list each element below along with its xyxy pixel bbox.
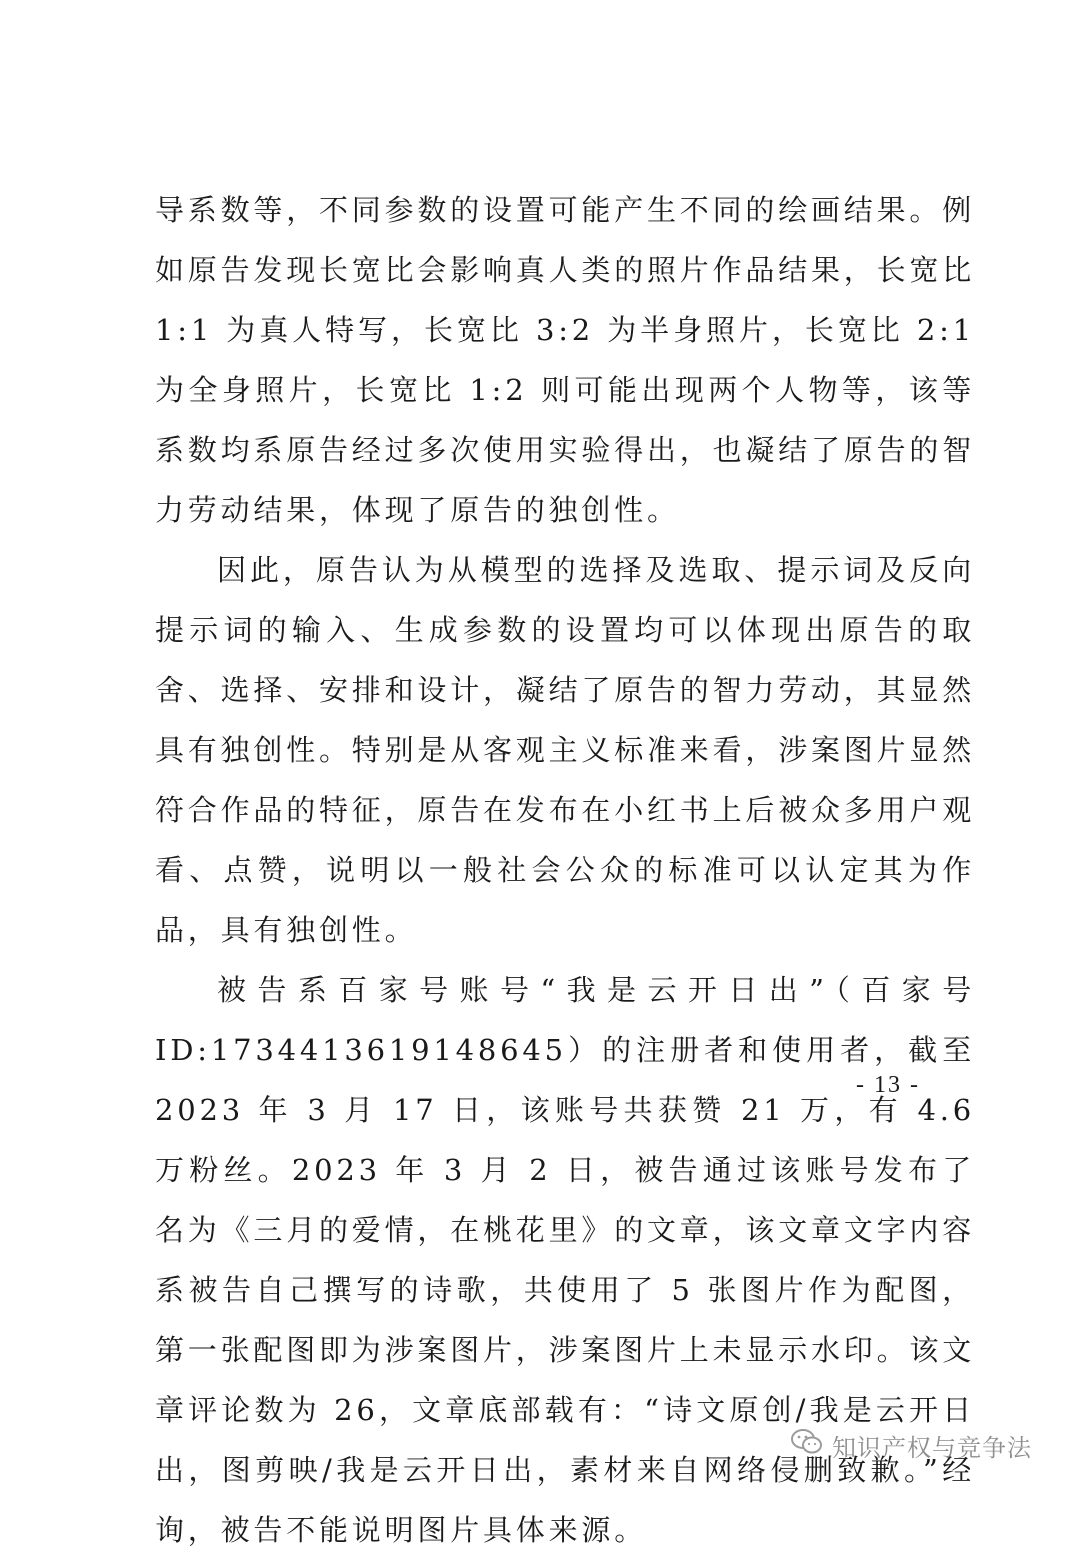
wechat-icon <box>790 1427 824 1463</box>
paragraph-defendant-account: 被告系百家号账号“我是云开日出”（百家号ID:1734413619148645）的注册者和使用者，截至 2023 年 3 月 17 日，该账号共获赞 21 万，有 4.6 万粉丝。2023 年 3 月 2 日，被告通过该账号发布了名为《三月的爱情，在桃花里》的文章，该文章文字内容系被告自己撰写的诗歌，共使用了 5 张图片作为配图，第一张配图即为涉案图片，涉案图片上未显示水印。该文章评论数为 26，文章底部载有：“诗文原创/我是云开日出，图剪映/我是云开日出，素材来自网络侵删致歉。”经询，被告不能说明图片具体来源。 <box>155 973 976 1547</box>
watermark <box>790 1425 1032 1465</box>
page-number: - 13 - <box>856 1072 920 1098</box>
paragraph-originality-conclusion: 因此，原告认为从模型的选择及选取、提示词及反向提示词的输入、生成参数的设置均可以体现出原告的取舍、选择、安排和设计，凝结了原告的智力劳动，其显然具有独创性。特别是从客观主义标准来看，涉案图片显然符合作品的特征，原告在发布在小红书上后被众多用户观看、点赞，说明以一般社会公众的标准可以认定其为作品，具有独创性。 <box>155 553 976 947</box>
paragraph-continuation: 导系数等，不同参数的设置可能产生不同的绘画结果。例如原告发现长宽比会影响真人类的照片作品结果，长宽比 1:1 为真人特写，长宽比 3:2 为半身照片，长宽比 2:1 为全身照片，长宽比 1:2 则可能出现两个人物等，该等系数均系原告经过多次使用实验得出，也凝结了原告的智力劳动结果，体现了原告的独创性。 <box>155 193 976 527</box>
watermark-text: 知识产权与竞争法 <box>832 1433 1032 1462</box>
document-body <box>155 180 975 1560</box>
